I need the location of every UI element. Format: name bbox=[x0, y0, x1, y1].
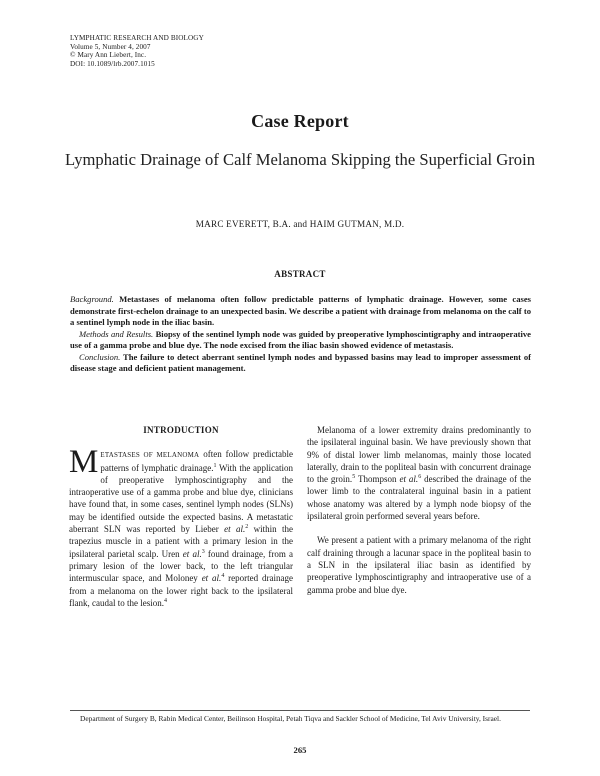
page-number: 265 bbox=[293, 745, 307, 755]
footnote-divider bbox=[70, 710, 530, 711]
article-type: Case Report bbox=[251, 111, 349, 131]
journal-header bbox=[70, 34, 204, 68]
citation: 4 bbox=[163, 597, 167, 604]
journal-copyright: © Mary Ann Liebert, Inc. bbox=[70, 51, 147, 60]
abstract-conclusion-label: Conclusion. bbox=[79, 351, 121, 362]
abstract-background-label: Background. bbox=[70, 294, 114, 304]
abstract-methods-label: Methods and Results. bbox=[79, 328, 154, 339]
citation: 3 bbox=[201, 548, 205, 555]
affiliation-footnote bbox=[70, 714, 530, 724]
et-al: et al. bbox=[399, 474, 419, 485]
footnote-text: Department of Surgery B, Rabin Medical Center, Beilinson Hospital, Petah Tiqva and Sackler School of Medicine, Tel Aviv University, Israel. bbox=[80, 714, 501, 723]
intro-text: Thompson bbox=[355, 474, 400, 485]
journal-name: LYMPHATIC RESEARCH AND BIOLOGY bbox=[70, 34, 204, 42]
citation: 6 bbox=[418, 474, 422, 481]
citation: 4 bbox=[221, 573, 225, 580]
intro-text: Melanoma of a lower extremity drains predominantly to the ipsilateral inguinal basin. We have previously shown that 9% of distal lower limb melanomas, mainly those located laterally, drain to the popliteal basin with concurrent drainage to the groin. bbox=[307, 425, 531, 485]
intro-text: reported drainage from a melanoma on the lower right back to the ipsilateral flank, caudal to the lesion. bbox=[69, 573, 294, 608]
intro-text: within the trapezius muscle in a patient with a primary lesion in the ipsilateral parietal scalp. Uren bbox=[69, 524, 294, 559]
et-al: et al. bbox=[224, 524, 246, 535]
journal-volume: Volume 5, Number 4, 2007 bbox=[70, 42, 151, 51]
intro-paragraph-3: We present a patient with a primary melanoma of the right calf draining through a lacunar space in the popliteal basin to a SLN in the ipsilateral iliac basin as identified by preoperative lymphoscintigraphy and intraoperative use of a gamma probe and blue dye. bbox=[307, 535, 531, 595]
abstract-conclusion-text: The failure to detect aberrant sentinel lymph nodes and bypassed basins may lead to improper assessment of disease stage and deficient patient management. bbox=[70, 351, 531, 373]
drop-cap: M bbox=[69, 444, 99, 481]
et-al: et al. bbox=[201, 573, 222, 584]
abstract bbox=[70, 294, 531, 375]
introduction-heading: INTRODUCTION bbox=[143, 425, 219, 435]
intro-smallcaps: ETASTASES OF MELANOMA bbox=[100, 451, 200, 460]
article-authors: MARC EVERETT, B.A. and HAIM GUTMAN, M.D. bbox=[195, 219, 405, 229]
left-column bbox=[69, 424, 293, 609]
citation: 1 bbox=[213, 462, 217, 469]
citation: 2 bbox=[245, 524, 249, 531]
intro-text: often follow predictable patterns of lymphatic drainage. bbox=[100, 449, 293, 473]
journal-doi: DOI: 10.1089/lrb.2007.1015 bbox=[70, 59, 155, 68]
intro-text: described the drainage of the lower limb to the contralateral inguinal basin in a patient whose anatomy was altered by a lymph node biopsy of the ipsilateral groin performed several years before. bbox=[307, 474, 531, 522]
intro-paragraph-1 bbox=[69, 444, 294, 609]
abstract-background-text: Metastases of melanoma often follow predictable patterns of lymphatic drainage. However, some cases demonstrate first-echelon drainage to an unexpected basin. We describe a patient with drainage from melanoma on the calf to a sentinel lymph node in the iliac basin. bbox=[70, 294, 531, 327]
citation: 5 bbox=[352, 474, 356, 481]
abstract-heading: ABSTRACT bbox=[274, 269, 326, 279]
intro-text: found drainage, from a primary lesion of the lower back, to the left triangular intermuscular space, and Moloney bbox=[69, 548, 294, 584]
et-al: et al. bbox=[182, 548, 202, 559]
intro-text: With the application of preoperative lymphoscintigraphy and the intraoperative use of a gamma probe and blue dye, clinicians have found that, in some cases, sentinel lymph nodes (SLNs) may be identified outside the expected basins. A metastatic aberrant SLN was reported by Lieber bbox=[69, 462, 293, 535]
intro-paragraph-2 bbox=[307, 424, 531, 522]
abstract-methods-text: Biopsy of the sentinel lymph node was guided by preoperative lymphoscintigraphy and intraoperative use of a gamma probe and blue dye. The node excised from the iliac basin showed evidence of metastasis. bbox=[70, 328, 531, 350]
article-title: Lymphatic Drainage of Calf Melanoma Skipping the Superficial Groin bbox=[64, 150, 536, 169]
right-column bbox=[307, 424, 531, 596]
